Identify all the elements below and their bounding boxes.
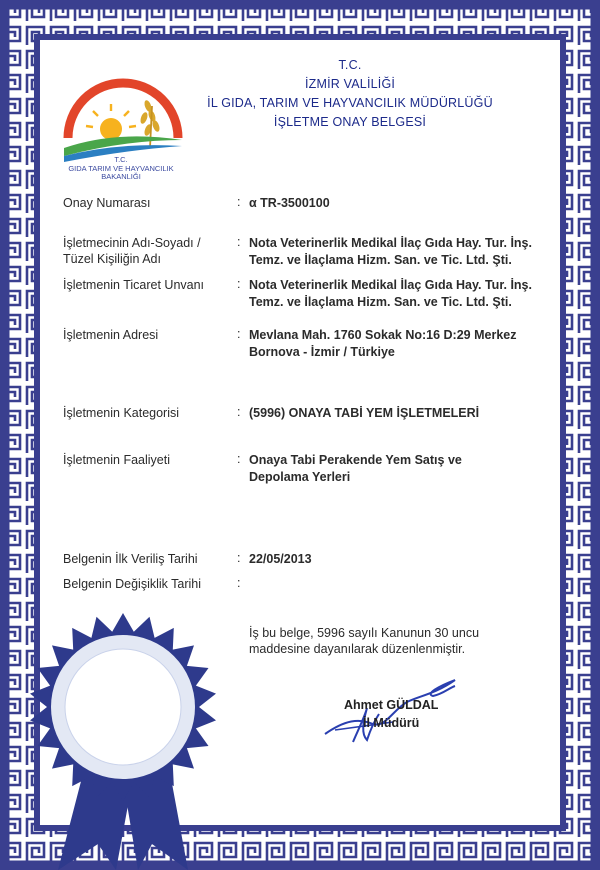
owner-name-value [249, 235, 532, 268]
approval-number-value: α TR-3500100 [249, 196, 330, 210]
activity-value-line-2: Depolama Yerleri [249, 469, 351, 484]
owner-name-label-line-1: İşletmecinin Adı-Soyadı / [63, 236, 201, 250]
trade-name-value-line-2: Temz. ve İlaçlama Hizm. San. ve Tic. Ltd. Şti. [249, 294, 512, 309]
approval-number-label: Onay Numarası [63, 196, 151, 210]
colon: : [237, 551, 241, 565]
activity-value [249, 452, 462, 485]
ministry-logo-caption [56, 156, 186, 182]
document-title: İŞLETME ONAY BELGESİ [273, 115, 427, 129]
address-label: İşletmenin Adresi [63, 328, 159, 342]
signatory-name: Ahmet GÜLDAL [344, 698, 439, 712]
issue-date-label: Belgenin İlk Veriliş Tarihi [63, 552, 198, 566]
trade-name-value [249, 277, 532, 310]
header-tc: T.C. [338, 58, 362, 72]
modification-date-label: Belgenin Değişiklik Tarihi [63, 577, 202, 591]
logo-line-2: GIDA TARIM VE HAYVANCILIK [68, 163, 174, 173]
colon: : [237, 576, 241, 590]
handwritten-signature [315, 672, 465, 752]
header-directorate: İL GIDA, TARIM VE HAYVANCILIK MÜDÜRLÜĞÜ [207, 96, 493, 110]
legal-note-line-1: İş bu belge, 5996 sayılı Kanunun 30 uncu [249, 626, 480, 640]
owner-name-value-line-2: Temz. ve İlaçlama Hizm. San. ve Tic. Ltd. Şti. [249, 252, 512, 267]
category-label: İşletmenin Kategorisi [63, 406, 180, 420]
legal-note-line-2: maddesine dayanılarak düzenlenmiştir. [249, 642, 466, 656]
colon: : [237, 327, 241, 341]
colon: : [237, 277, 241, 291]
logo-line-1: T.C. [114, 155, 128, 164]
logo-line-3: BAKANLIĞI [101, 172, 141, 181]
signatory-title: İl Müdürü [363, 716, 420, 730]
category-value: (5996) ONAYA TABİ YEM İŞLETMELERİ [249, 406, 480, 420]
colon: : [237, 195, 241, 209]
issue-date-value: 22/05/2013 [249, 552, 312, 566]
header-governorship: İZMİR VALİLİĞİ [304, 77, 396, 91]
owner-name-label [63, 235, 201, 267]
rosette-seal [28, 612, 218, 870]
address-value-line-2: Bornova - İzmir / Türkiye [249, 344, 395, 359]
address-value [249, 327, 516, 360]
owner-name-label-line-2: Tüzel Kişiliğin Adı [63, 252, 161, 266]
activity-value-line-1: Onaya Tabi Perakende Yem Satış ve [249, 453, 462, 467]
activity-label: İşletmenin Faaliyeti [63, 453, 170, 467]
trade-name-value-line-1: Nota Veterinerlik Medikal İlaç Gıda Hay. Tur. İnş. [249, 278, 532, 292]
colon: : [237, 452, 241, 466]
legal-note [249, 625, 479, 657]
colon: : [237, 405, 241, 419]
owner-name-value-line-1: Nota Veterinerlik Medikal İlaç Gıda Hay. Tur. İnş. [249, 236, 532, 250]
trade-name-label: İşletmenin Ticaret Unvanı [63, 278, 205, 292]
address-value-line-1: Mevlana Mah. 1760 Sokak No:16 D:29 Merkez [249, 328, 517, 342]
colon: : [237, 235, 241, 249]
